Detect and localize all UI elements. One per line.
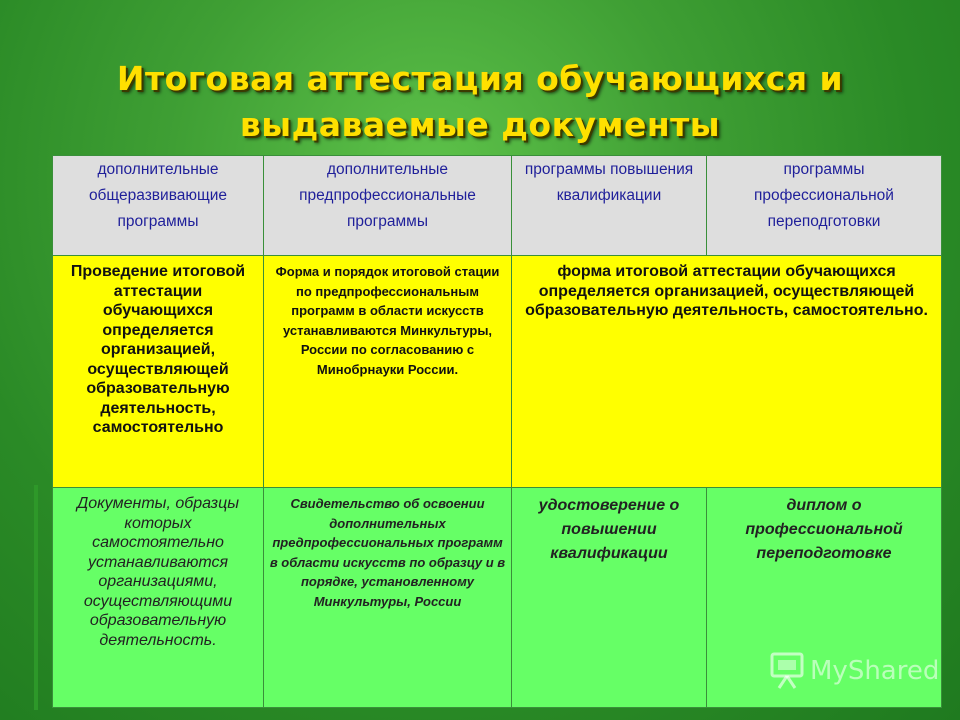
document-qualification: удостоверение о повышении квалификации [512,488,707,708]
attestation-preprofessional: Форма и порядок итоговой стации по предпрофессиональным программ в области искусств устанавливаются Минкультуры, России по согласованию с Минобрнауки России. [264,256,512,488]
attestation-row [53,256,942,488]
document-preprofessional: Свидетельство об освоении дополнительных предпрофессиональных программ в области искусств по образцу и в порядке, установленному Минкультуры, России [264,488,512,708]
header-qualification-programs: программы повышения квалификации [512,156,707,256]
attestation-general: Проведение итоговой аттестации обучающихся определяется организацией, осуществляющей образовательную деятельность, самостоятельно [53,256,264,488]
header-retraining-programs: программы профессиональной переподготовки [707,156,942,256]
decorative-line [34,485,38,710]
document-general: Документы, образцы которых самостоятельно устанавливаются организациями, осуществляющими образовательную деятельность. [53,488,264,708]
attestation-professional: форма итоговой аттестации обучающихся определяется организацией, осуществляющей образовательную деятельность, самостоятельно. [512,256,942,488]
header-general-programs: дополнительные общеразвивающие программы [53,156,264,256]
presentation-board-icon [770,652,804,690]
header-row [53,156,942,256]
watermark-text: MyShared [810,656,940,686]
document-retraining: диплом о профессиональной переподготовке [707,488,942,708]
slide-title: Итоговая аттестация обучающихся и выдаваемые документы [116,59,844,144]
attestation-table [52,155,942,708]
watermark-logo [770,652,939,690]
header-preprofessional-programs: дополнительные предпрофессиональные программы [264,156,512,256]
